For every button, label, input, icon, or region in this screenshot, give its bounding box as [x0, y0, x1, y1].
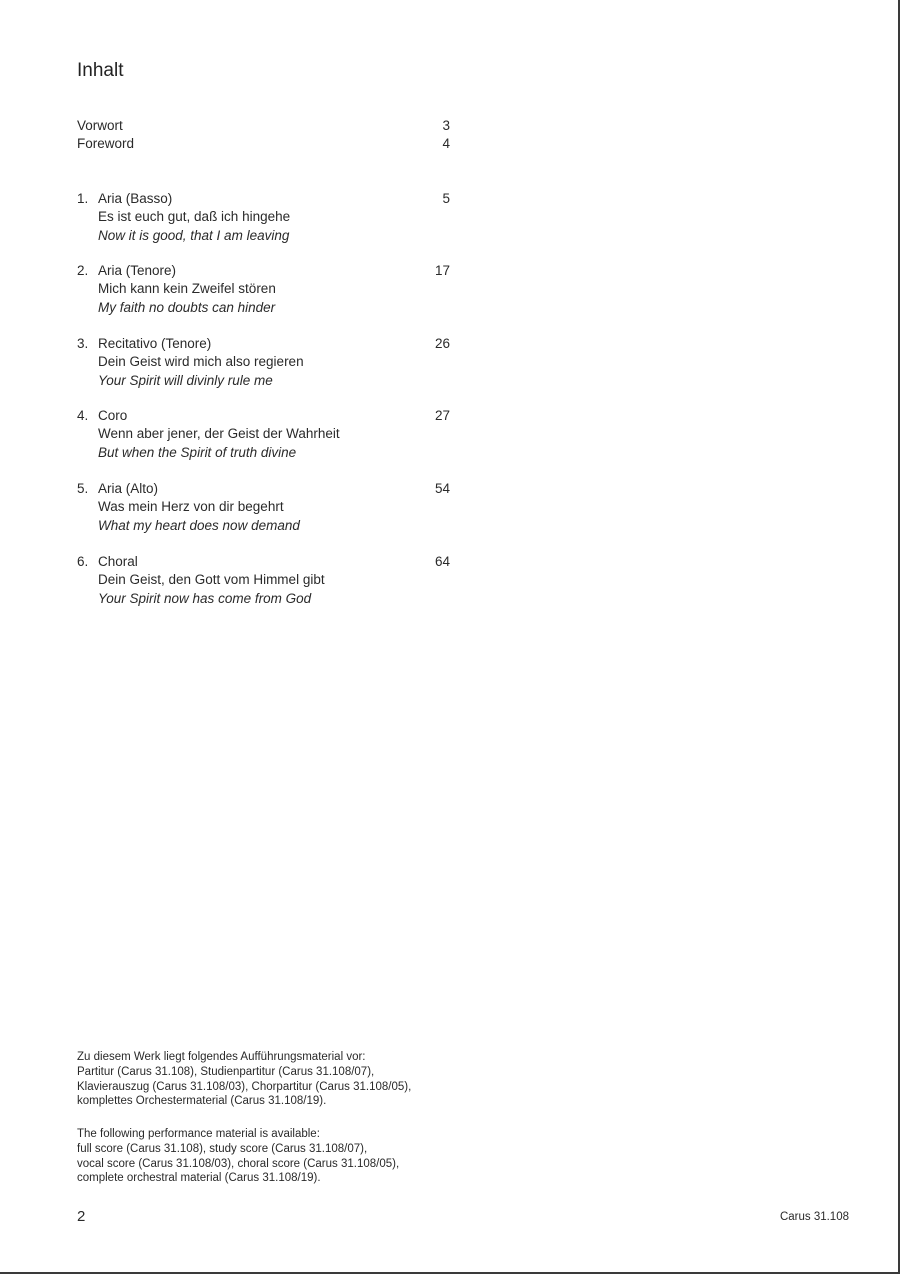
movement-number: 1.: [77, 191, 89, 206]
movement-title-de: Es ist euch gut, daß ich hingehe: [98, 209, 291, 225]
movement-title-de: Dein Geist, den Gott vom Himmel gibt: [98, 572, 325, 588]
movement-title-en: What my heart does now demand: [98, 517, 300, 533]
toc-page-number: 26: [434, 336, 450, 351]
toc-page-number: 64: [434, 554, 450, 569]
movement-type: Coro: [98, 408, 128, 423]
movement-number: 5.: [77, 481, 89, 496]
toc-page-number: 54: [434, 481, 450, 496]
note-line: full score (Carus 31.108), study score (Carus 31.108/07),: [77, 1142, 368, 1155]
movement-type: Choral: [98, 554, 138, 569]
toc-label: Foreword: [77, 136, 135, 151]
movement-title-en: But when the Spirit of truth divine: [98, 444, 297, 460]
movement-type: Aria (Basso): [98, 191, 173, 206]
toc-page-number: 5: [442, 191, 450, 206]
note-line: vocal score (Carus 31.108/03), choral score (Carus 31.108/05),: [77, 1157, 400, 1170]
movement-title-en: Your Spirit now has come from God: [98, 590, 312, 606]
toc-page-number: 27: [434, 408, 450, 423]
page-number: 2: [77, 1208, 86, 1225]
page-title: Inhalt: [77, 60, 124, 81]
movement-title-en: Your Spirit will divinly rule me: [98, 372, 273, 388]
movement-title-en: My faith no doubts can hinder: [98, 299, 276, 315]
movement-number: 6.: [77, 554, 89, 569]
movement-number: 2.: [77, 263, 89, 278]
movement-number: 3.: [77, 336, 89, 351]
toc-page-number: 3: [442, 118, 450, 133]
catalog-reference: Carus 31.108: [779, 1211, 849, 1223]
movement-title-de: Wenn aber jener, der Geist der Wahrheit: [98, 426, 340, 442]
note-line: Zu diesem Werk liegt folgendes Aufführungsmaterial vor:: [77, 1051, 366, 1063]
movement-title-de: Mich kann kein Zweifel stören: [98, 281, 276, 297]
movement-type: Recitativo (Tenore): [98, 336, 212, 351]
performance-material-en: [77, 1127, 399, 1186]
note-line: Partitur (Carus 31.108), Studienpartitur (Carus 31.108/07),: [77, 1065, 375, 1078]
note-line: Klavierauszug (Carus 31.108/03), Chorpartitur (Carus 31.108/05),: [77, 1080, 412, 1093]
note-line: complete orchestral material (Carus 31.108/19).: [77, 1172, 321, 1185]
toc-page-number: 17: [434, 263, 450, 278]
note-line: The following performance material is available:: [77, 1128, 320, 1140]
movement-type: Aria (Tenore): [98, 263, 177, 278]
movement-number: 4.: [77, 408, 89, 423]
movement-title-de: Dein Geist wird mich also regieren: [98, 354, 304, 370]
toc-page-number: 4: [442, 136, 450, 151]
movement-title-de: Was mein Herz von dir begehrt: [98, 499, 284, 515]
movement-title-en: Now it is good, that I am leaving: [98, 227, 290, 243]
performance-material-de: [77, 1050, 411, 1109]
toc-label: Vorwort: [77, 118, 123, 133]
note-line: komplettes Orchestermaterial (Carus 31.108/19).: [77, 1095, 327, 1108]
movement-type: Aria (Alto): [98, 481, 159, 496]
